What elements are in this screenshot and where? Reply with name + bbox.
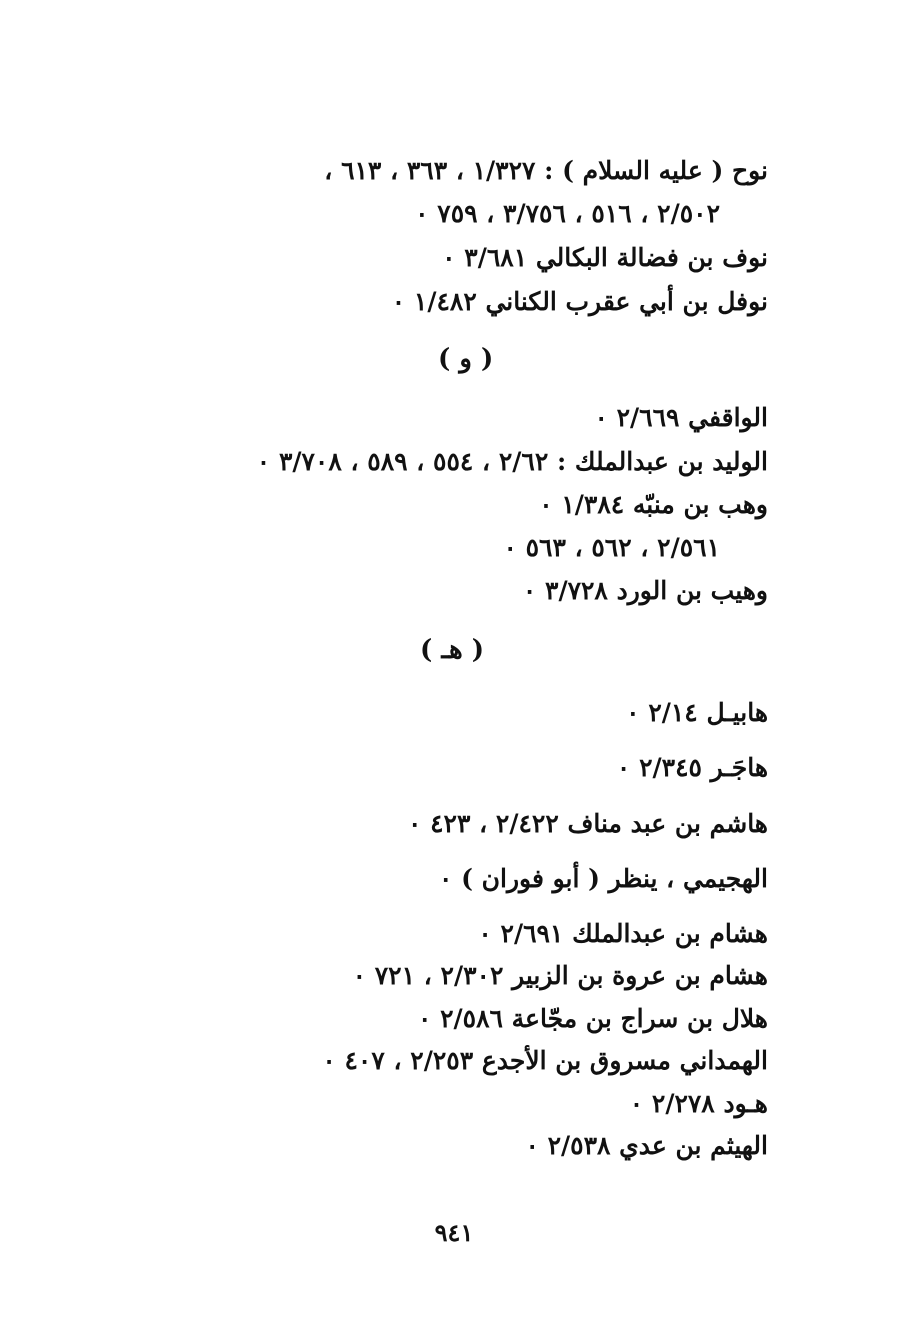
index-entry-hujaymi: الهجيمي ، ينظر ( أبو فوران ) ٠: [438, 864, 768, 893]
index-entry-hajar: هاجَـر ٢/٣٤٥ ٠: [616, 753, 768, 782]
section-heading-ha: ( هـ ): [420, 635, 485, 665]
index-entry-wahb-continued: ٢/٥٦١ ، ٥٦٢ ، ٥٦٣ ٠: [503, 533, 720, 562]
index-entry-hilal: هلال بن سراج بن مجّاعة ٢/٥٨٦ ٠: [417, 1004, 768, 1033]
index-entry-nawfal: نوفل بن أبي عقرب الكناني ١/٤٨٢ ٠: [391, 287, 768, 316]
index-entry-nawf: نوف بن فضالة البكالي ٣/٦٨١ ٠: [442, 243, 768, 272]
index-entry-hashim: هاشم بن عبد مناف ٢/٤٢٢ ، ٤٢٣ ٠: [407, 809, 768, 838]
index-entry-nuh: نوح ( عليه السلام ) : ١/٣٢٧ ، ٣٦٣ ، ٦١٣ ،: [324, 156, 768, 185]
index-entry-wuhayb: وهيب بن الورد ٣/٧٢٨ ٠: [522, 576, 768, 605]
section-heading-waw: ( و ): [438, 344, 494, 374]
index-entry-walid: الوليد بن عبدالملك : ٢/٦٢ ، ٥٥٤ ، ٥٨٩ ، ٣/٧٠٨ ٠: [256, 447, 768, 476]
index-entry-habil: هابيـل ٢/١٤ ٠: [626, 698, 768, 727]
index-entry-haytham: الهيثم بن عدي ٢/٥٣٨ ٠: [525, 1131, 768, 1160]
index-entry-hamdani: الهمداني مسروق بن الأجدع ٢/٢٥٣ ، ٤٠٧ ٠: [322, 1046, 768, 1075]
index-entry-hisham-abdulmalik: هشام بن عبدالملك ٢/٦٩١ ٠: [478, 919, 768, 948]
index-entry-hud: هـود ٢/٢٧٨ ٠: [629, 1089, 768, 1118]
page-number: ٩٤١: [434, 1218, 474, 1247]
index-entry-nuh-continued: ٢/٥٠٢ ، ٥١٦ ، ٣/٧٥٦ ، ٧٥٩ ٠: [415, 199, 720, 228]
index-entry-waqifi: الواقفي ٢/٦٦٩ ٠: [594, 403, 768, 432]
index-entry-hisham-urwa: هشام بن عروة بن الزبير ٢/٣٠٢ ، ٧٢١ ٠: [352, 961, 768, 990]
index-entry-wahb: وهب بن منبّه ١/٣٨٤ ٠: [539, 490, 768, 519]
